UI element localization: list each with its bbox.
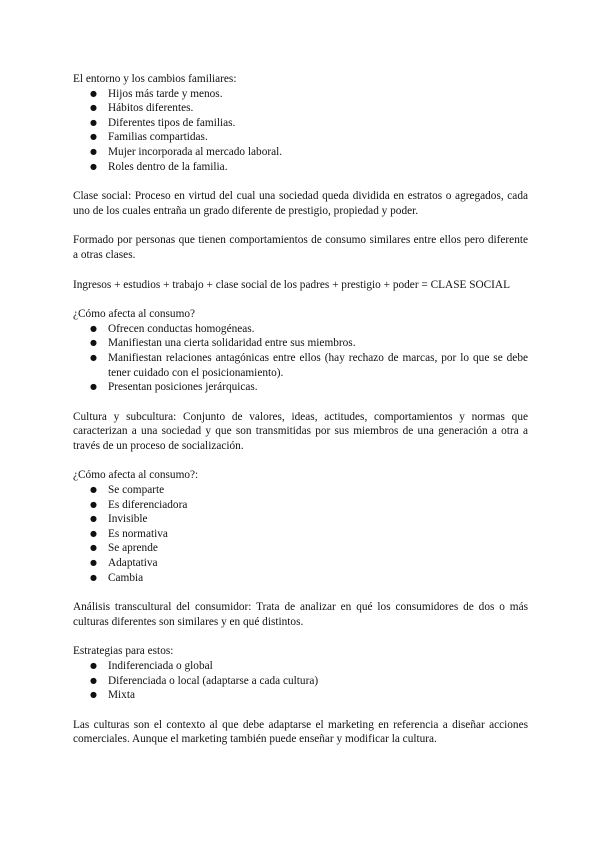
- list-item: ● Mixta: [90, 689, 135, 702]
- bullet-icon: ●: [90, 485, 97, 495]
- bullet-icon: ●: [90, 499, 97, 509]
- list-item: ● Manifiestan relaciones antagónicas entre ellos (hay rechazo de marcas, por lo que se debe tener cuidado con el posicionamiento).: [90, 351, 528, 379]
- clase-social-consumo-heading: ¿Cómo afecta al consumo?: [73, 308, 196, 321]
- list-item: ● Diferentes tipos de familias.: [90, 116, 236, 129]
- cultura-consumo-heading: ¿Cómo afecta al consumo?:: [73, 469, 199, 482]
- bullet-icon: ●: [90, 103, 97, 113]
- list-item: ● Familias compartidas.: [90, 131, 208, 144]
- estrategias-heading: Estrategias para estos:: [73, 645, 174, 658]
- list-item: ● Presentan posiciones jerárquicas.: [90, 381, 258, 394]
- list-item: ● Roles dentro de la familia.: [90, 160, 228, 173]
- bullet-icon: ●: [90, 323, 97, 333]
- clase-social-formado: Formado por personas que tienen comportamientos de consumo similares entre ellos pero diferente a otras clases.: [73, 234, 528, 261]
- bullet-icon: ●: [90, 675, 97, 685]
- conclusion-paragraph: Las culturas son el contexto al que debe adaptarse el marketing en referencia a diseñar acciones comerciales. Aunque el marketing también puede enseñar y modificar la cultura.: [73, 718, 528, 746]
- list-item: ● Se comparte: [90, 484, 165, 497]
- list-item: ● Adaptativa: [90, 557, 158, 570]
- bullet-icon: ●: [90, 514, 97, 524]
- list-item: ● Es normativa: [90, 527, 168, 540]
- list-item: ● Es diferenciadora: [90, 498, 188, 511]
- entorno-list: [73, 87, 528, 175]
- bullet-icon: ●: [90, 528, 97, 538]
- list-item: ● Mujer incorporada al mercado laboral.: [90, 145, 283, 158]
- bullet-icon: ●: [90, 132, 97, 142]
- cultura-consumo-list: [73, 483, 528, 585]
- list-item: ● Hábitos diferentes.: [90, 102, 194, 115]
- estrategias-list: [73, 659, 528, 703]
- cultura-definition: Cultura y subcultura: Conjunto de valores, ideas, actitudes, comportamientos y normas que caracterizan a una sociedad y que son transmitidas por sus miembros de una generación a otra a través de un proceso de socialización.: [73, 410, 528, 452]
- bullet-icon: ●: [90, 690, 97, 700]
- bullet-icon: ●: [90, 543, 97, 553]
- bullet-icon: ●: [90, 382, 97, 392]
- list-item: ● Se aprende: [90, 542, 158, 555]
- entorno-heading: El entorno y los cambios familiares:: [73, 73, 237, 85]
- list-item: ● Invisible: [90, 513, 148, 526]
- bullet-icon: ●: [90, 558, 97, 568]
- clase-social-definition: Clase social: Proceso en virtud del cual una sociedad queda dividida en estratos o agregados, cada uno de los cuales entraña un grado diferente de prestigio, propiedad y poder.: [73, 190, 528, 217]
- bullet-icon: ●: [90, 88, 97, 98]
- list-item: ● Manifiestan una cierta solidaridad entre sus miembros.: [90, 337, 356, 350]
- bullet-icon: ●: [90, 572, 97, 582]
- list-item: ● Ofrecen conductas homogéneas.: [90, 322, 255, 335]
- clase-social-formula: Ingresos + estudios + trabajo + clase social de los padres + prestigio + poder = CLASE SOCIAL: [73, 278, 510, 291]
- list-item: ● Diferenciada o local (adaptarse a cada cultura): [90, 674, 319, 687]
- list-item: ● Indiferenciada o global: [90, 660, 213, 672]
- bullet-icon: ●: [90, 661, 97, 670]
- bullet-icon: ●: [90, 161, 97, 171]
- list-item: ● Hijos más tarde y menos.: [90, 87, 223, 100]
- bullet-icon: ●: [90, 338, 97, 348]
- list-item: ● Cambia: [90, 571, 144, 584]
- bullet-icon: ●: [90, 352, 97, 362]
- transcultural-definition: Análisis transcultural del consumidor: Trata de analizar en qué los consumidores de dos o más culturas diferentes son similares y en qué distintos.: [73, 601, 528, 628]
- bullet-icon: ●: [90, 146, 97, 156]
- clase-social-consumo-list: [73, 322, 528, 395]
- bullet-icon: ●: [90, 117, 97, 127]
